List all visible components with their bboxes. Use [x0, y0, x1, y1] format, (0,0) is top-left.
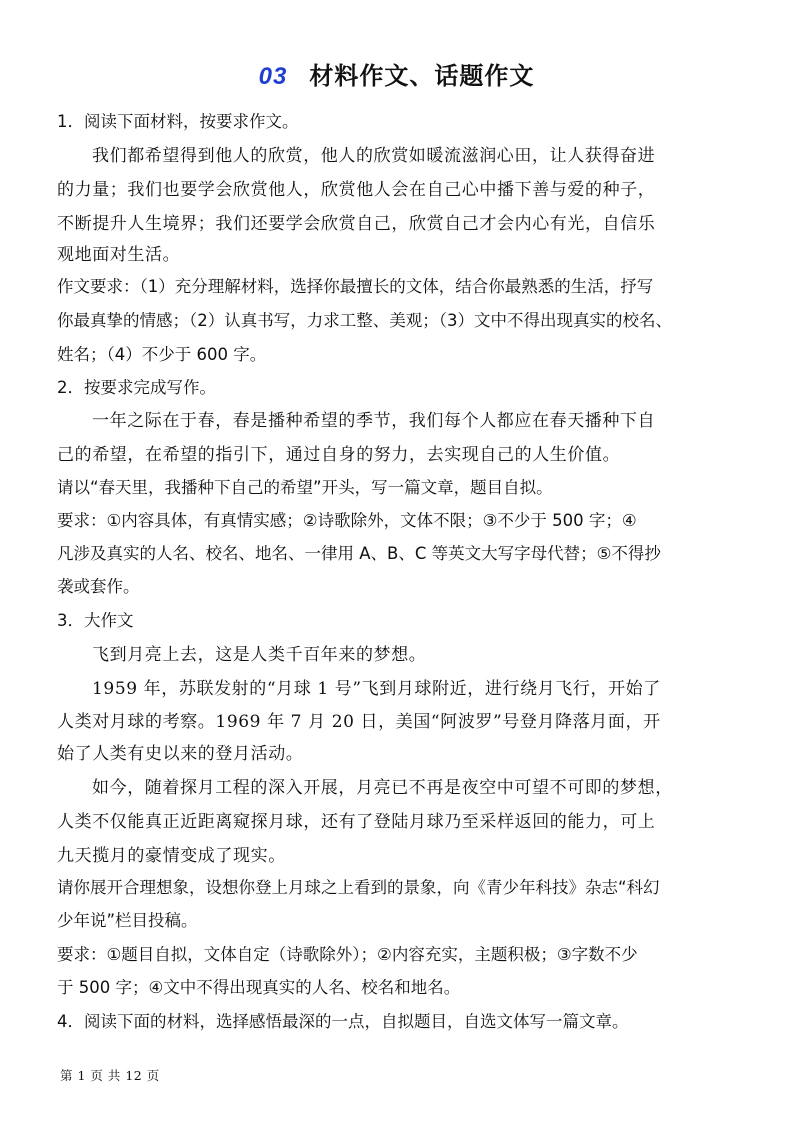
- q2-prompt-line: 请以“春天里，我播种下自己的希望”开头，写一篇文章，题目自拟。: [57, 478, 553, 497]
- q3-requirement-line: 要求：①题目自拟，文体自定（诗歌除外）；②内容充实，主题积极；③字数不少: [57, 945, 638, 964]
- q1-material-line: 的力量；我们也要学会欣赏他人，欣赏他人会在自己心中播下善与爱的种子，: [57, 180, 656, 200]
- q1-material-line: 观地面对生活。: [57, 245, 181, 265]
- q2-material-line: 一年之际在于春，春是播种希望的季节，我们每个人都应在春天播种下自: [92, 411, 656, 431]
- page-footer: 第 1 页 共 12 页: [60, 1068, 160, 1083]
- q1-requirement-line: 作文要求：（1）充分理解材料，选择你最擅长的文体，结合你最熟悉的生活，抒写: [57, 277, 654, 296]
- q2-requirement-line: 要求：①内容具体，有真情实感；②诗歌除外，文体不限；③不少于 500 字；④: [57, 511, 637, 530]
- q3-material-line: 飞到月亮上去，这是人类千百年来的梦想。: [92, 645, 427, 665]
- q2-requirement-line: 袭或套作。: [57, 577, 140, 596]
- question-3-heading: 3．大作文: [57, 611, 134, 630]
- question-4-heading: 4．阅读下面的材料，选择感悟最深的一点，自拟题目，自选文体写一篇文章。: [57, 1012, 629, 1031]
- q3-requirement-line: 于 500 字；④文中不得出现真实的人名、校名和地名。: [57, 978, 461, 997]
- q3-material-line: 人类不仅能真正近距离窥探月球，还有了登陆月球乃至采样返回的能力，可上: [57, 812, 656, 832]
- page-title: [0, 56, 793, 91]
- q3-material-line: 1959 年，苏联发射的“月球 1 号”飞到月球附近，进行绕月飞行，开始了: [92, 679, 661, 699]
- q3-material-line: 如今，随着探月工程的深入开展，月亮已不再是夜空中可望不可即的梦想，: [92, 778, 673, 798]
- q1-material-line: 我们都希望得到他人的欣赏，他人的欣赏如暖流滋润心田，让人获得奋进: [92, 146, 656, 166]
- q1-requirement-line: 你最真挚的情感；（2）认真书写，力求工整、美观；（3）文中不得出现真实的校名、: [57, 311, 672, 330]
- q3-material-line: 九天揽月的豪情变成了现实。: [57, 846, 286, 866]
- q2-requirement-line: 凡涉及真实的人名、校名、地名、一律用 A、B、C 等英文大写字母代替；⑤不得抄: [57, 544, 661, 563]
- q3-material-line: 始了人类有史以来的登月活动。: [57, 744, 304, 764]
- q3-material-line: 人类对月球的考察。1969 年 7 月 20 日，美国“阿波罗”号登月降落月面，开: [57, 712, 661, 732]
- question-2-heading: 2．按要求完成写作。: [57, 378, 216, 397]
- q1-material-line: 不断提升人生境界；我们还要学会欣赏自己，欣赏自己才会内心有光，自信乐: [57, 214, 656, 234]
- q2-material-line: 己的希望，在希望的指引下，通过自身的努力，去实现自己的人生价值。: [57, 445, 621, 465]
- title-number: 03: [258, 63, 288, 90]
- q3-prompt-line: 请你展开合理想象，设想你登上月球之上看到的景象，向《青少年科技》杂志“科幻: [57, 878, 660, 897]
- question-1-heading: 1．阅读下面材料，按要求作文。: [57, 112, 299, 131]
- q3-prompt-line: 少年说”栏目投稿。: [57, 911, 198, 930]
- q1-requirement-line: 姓名；（4）不少于 600 字。: [57, 345, 267, 364]
- title-text: 材料作文、话题作文: [309, 62, 535, 90]
